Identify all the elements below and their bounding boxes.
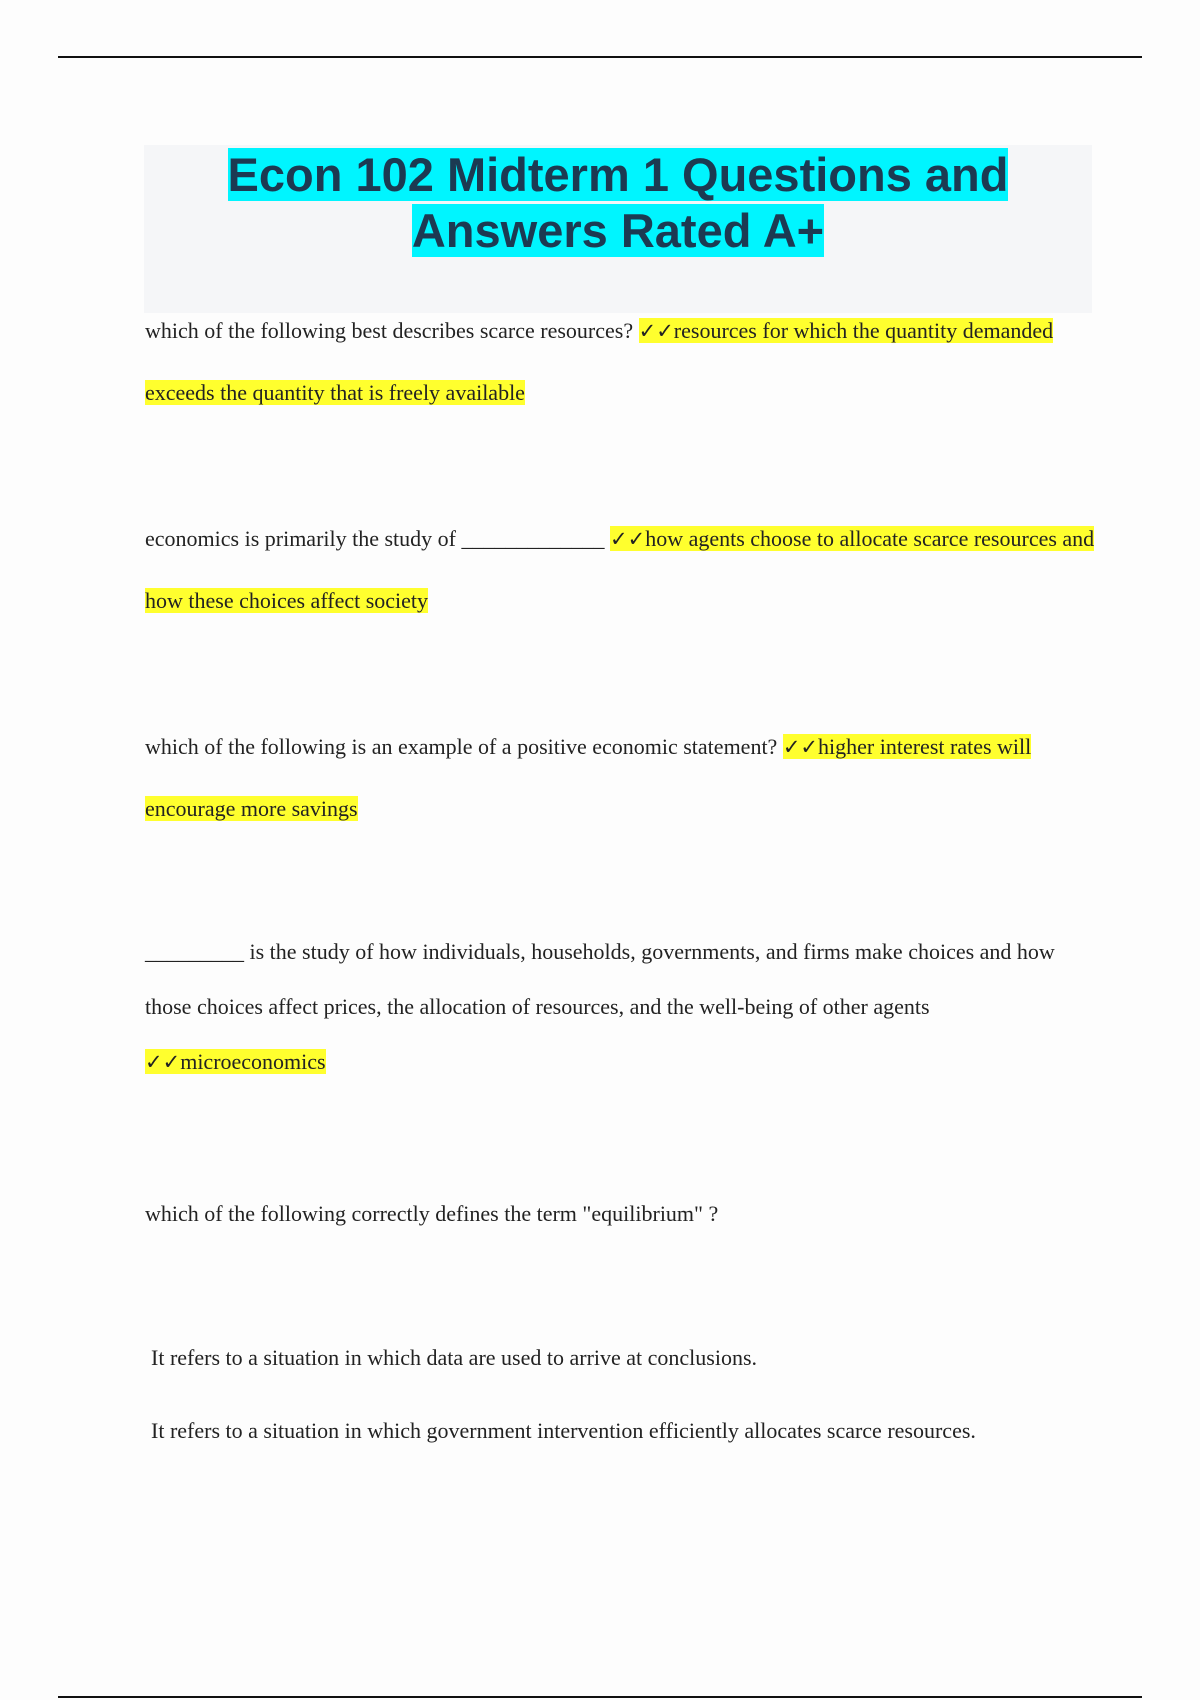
question-text: which of the following best describes scarce resources? [145,318,634,343]
title-block [144,145,1092,313]
title-line-2: Answers Rated A+ [411,204,825,257]
title-line-1: Econ 102 Midterm 1 Questions and [227,148,1009,201]
question-1 [145,300,1105,423]
check-icon: ✓✓ [610,527,646,551]
answer-text: higher interest rates will encourage more savings [145,734,1032,821]
question-3 [145,716,1105,839]
check-icon: ✓✓ [638,319,674,343]
check-icon: ✓✓ [145,1050,181,1074]
answer-option-2: It refers to a situation in which government intervention efficiently allocates scarce resources. [151,1418,976,1443]
question-text: which of the following is an example of a positive economic statement? [145,734,778,759]
answer-option-1: It refers to a situation in which data are used to arrive at conclusions. [151,1345,758,1370]
question-4 [145,924,1085,1090]
check-icon: ✓✓ [782,735,819,759]
document-title [144,145,1092,259]
top-rule [58,56,1142,58]
answer-text: resources for which the quantity demanded exceeds the quantity that is freely available [145,318,1054,405]
question-text: _________ is the study of how individuals, households, governments, and firms make choices and how those choices affect prices, the allocation of resources, and the well-being of other agents [145,939,1055,1019]
question-2 [145,508,1105,631]
answer-highlight [145,1049,326,1074]
question-5 [145,1198,1105,1230]
question-text: economics is primarily the study of _____________ [145,526,605,551]
question-text: which of the following correctly defines the term "equilibrium" ? [145,1201,719,1226]
answer-text: how agents choose to allocate scarce resources and how these choices affect society [145,526,1095,613]
bottom-rule [58,1696,1142,1698]
answer-text: microeconomics [180,1049,326,1074]
